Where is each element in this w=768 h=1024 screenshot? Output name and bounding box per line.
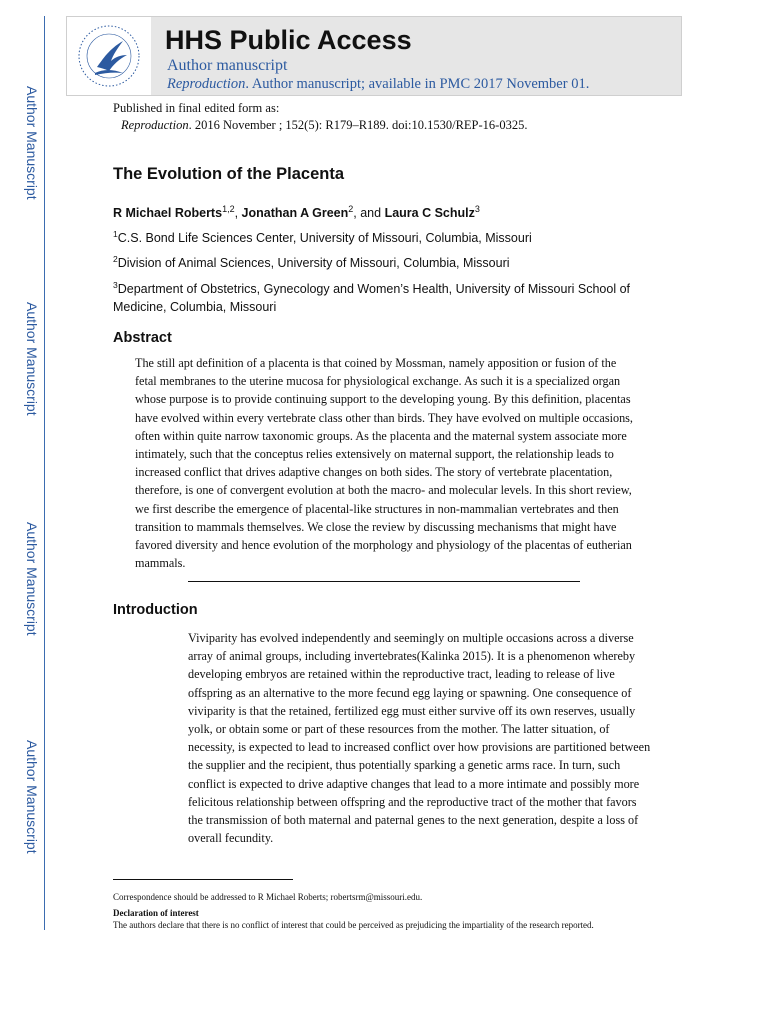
hhs-logo — [67, 17, 151, 95]
hhs-eagle-logo-icon — [67, 17, 151, 95]
author-affiliation-marker: 2 — [348, 204, 354, 214]
introduction-heading: Introduction — [113, 602, 198, 618]
author-name: Jonathan A Green — [241, 206, 349, 221]
header-availability — [167, 76, 589, 93]
footnote-divider — [113, 879, 293, 880]
author-list — [113, 204, 480, 220]
affiliation-1 — [113, 225, 653, 247]
published-citation-line — [113, 117, 527, 134]
published-intro: Published in final edited form as: — [113, 101, 280, 115]
affiliation-text: C.S. Bond Life Sciences Center, University of Missouri, Columbia, Missouri — [117, 231, 532, 246]
introduction-text: Viviparity has evolved independently and seemingly on multiple occasions across a diverse array of animal groups, including invertebrates(Kalinka 2015). It is a phenomenon whereby developing embryos are retained within the reproductive tract, leading to release of live offspring as an alternative to the more fecund egg laying or spawning. One consequence of viviparity is that the retained, fertilized egg must either survive off its own reserves, usually yolk, or obtain some or part of these resources from the mother. The latter situation, of necessity, is expected to lead to increased conflict over how provisions are partitioned between the supplier and the recipient, thus potentially sparking a genetic arms race. In turn, such conflict is expected to drive adaptive changes that lead to a more intimate and possibly more felicitous relationship between offspring and the reproductive tract of the mother that favors the transmission of both maternal and paternal genes to the next generation, despite a loss of overall fecundity. — [188, 631, 651, 846]
affiliation-2 — [113, 250, 653, 272]
hhs-header — [66, 16, 682, 96]
published-citation — [113, 100, 527, 134]
header-title: HHS Public Access — [165, 25, 412, 55]
declaration-text: The authors declare that there is no conflict of interest that could be perceived as prejudicing the impartiality of the research reported. — [113, 920, 594, 930]
affiliation-marker: 3 — [113, 280, 118, 290]
affiliation-text: Department of Obstetrics, Gynecology and Women’s Health, University of Missouri School of Medicine, Columbia, Missouri — [113, 282, 630, 315]
header-subtitle: Author manuscript — [167, 57, 288, 74]
sidebar-divider — [44, 16, 45, 930]
section-divider — [188, 581, 580, 582]
correspondence-note: Correspondence should be addressed to R Michael Roberts; robertsrm@missouri.edu. — [113, 892, 423, 902]
author-name: R Michael Roberts — [113, 206, 223, 221]
declaration-heading-text: Declaration of interest — [113, 908, 199, 918]
header-availability-text: . Author manuscript; available in PMC 2017 November 01. — [245, 76, 590, 92]
published-journal: Reproduction — [121, 118, 189, 132]
affiliation-marker: 1 — [113, 229, 118, 239]
affiliation-marker: 2 — [113, 254, 118, 264]
published-citation-text: . 2016 November ; 152(5): R179–R189. doi:10.1530/REP-16-0325. — [188, 118, 528, 132]
author-name: Laura C Schulz — [384, 206, 475, 221]
author-separator: , — [234, 206, 242, 221]
author-separator: , and — [353, 206, 385, 221]
article-title: The Evolution of the Placenta — [113, 165, 345, 183]
affiliation-3 — [113, 276, 653, 316]
author-affiliation-marker: 3 — [474, 204, 480, 214]
author-affiliation-marker: 1,2 — [222, 204, 235, 214]
header-journal: Reproduction — [167, 76, 246, 92]
abstract-heading: Abstract — [113, 330, 172, 346]
abstract-text: The still apt definition of a placenta is that coined by Mossman, namely apposition or fusion of the fetal membranes to the uterine mucosa for physiological exchange. As such it is a specialized organ whose purpose is to provide continuing support to the developing young. By this definition, placentas have evolved within every vertebrate class other than birds. They have evolved on multiple occasions, often within quite narrow taxonomic groups. As the placenta and the maternal system associate more intimately, such that the conceptus relies extensively on maternal support, the relationship leads to increased conflict that drives adaptive changes on both sides. The story of vertebrate placentation, therefore, is one of convergent evolution at both the macro- and molecular levels. In this short review, we first describe the emergence of placental-like structures in non-mammalian vertebrates and then transition to mammals themselves. We close the review by discussing mechanisms that might have favored diversity and hence evolution of the morphology and physiology of the placentas of eutherian mammals. — [135, 356, 633, 571]
declaration-heading — [113, 907, 673, 919]
affiliation-text: Division of Animal Sciences, University of Missouri, Columbia, Missouri — [117, 256, 510, 271]
